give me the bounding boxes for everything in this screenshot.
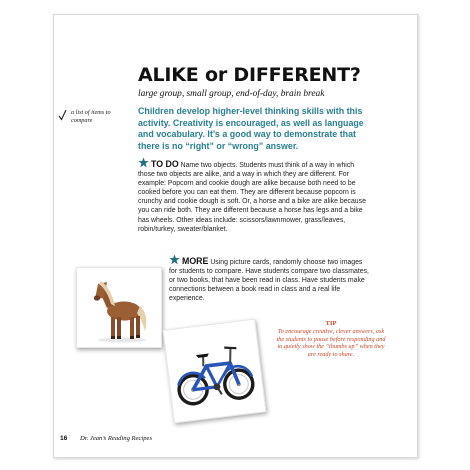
star-icon [138, 157, 149, 168]
todo-label: TO DO [151, 159, 179, 169]
checkmark-icon [58, 109, 67, 121]
more-text: Using picture cards, randomly choose two images for students to compare. Have students compare two classmates, or two books, that have been read in class. Have students make connections between a book read in class and a real life experience. [169, 259, 369, 303]
book-title: Dr. Jean’s Reading Recipes [80, 435, 153, 442]
todo-section [138, 157, 368, 234]
page-title: ALIKE or DIFFERENT? [138, 64, 361, 86]
book-page [53, 14, 418, 458]
tip-text: To encourage creative, clever answers, ask the students to pause before responding and to quietly show the “thumbs up” when they are ready to share. [276, 328, 386, 359]
star-icon [169, 254, 180, 265]
intro-paragraph: Children develop higher-level thinking skills with this activity. Creativity is encouraged, as well as language and vocabulary. It’s a good way to demonstrate that there is no “right” or “wrong” answer. [138, 106, 364, 151]
page-number: 16 [60, 435, 68, 442]
materials-note: a list of items to compare [71, 109, 111, 124]
page-subtitle: large group, small group, end-of-day, brain break [138, 89, 325, 99]
todo-text: Name two objects. Students must think of a way in which those two objects are alike, and a way in which they are different. For example: Popcorn and cookie dough are alike because both need to be cooked before you can eat them. They are different because popcorn is crunchy and cookie dough is soft. Or, a horse and a bike are alike because you can ride both. They are different because a horse has legs and a bike has wheels. Other ideas include: scissors/lawnmower, grass/leaves, robin/turkey, sweater/blanket. [138, 162, 366, 233]
horse-photo [76, 267, 162, 348]
tip-label: TIP [325, 320, 337, 327]
more-label: MORE [182, 256, 209, 266]
bicycle-photo [163, 319, 267, 424]
more-section [169, 254, 369, 303]
